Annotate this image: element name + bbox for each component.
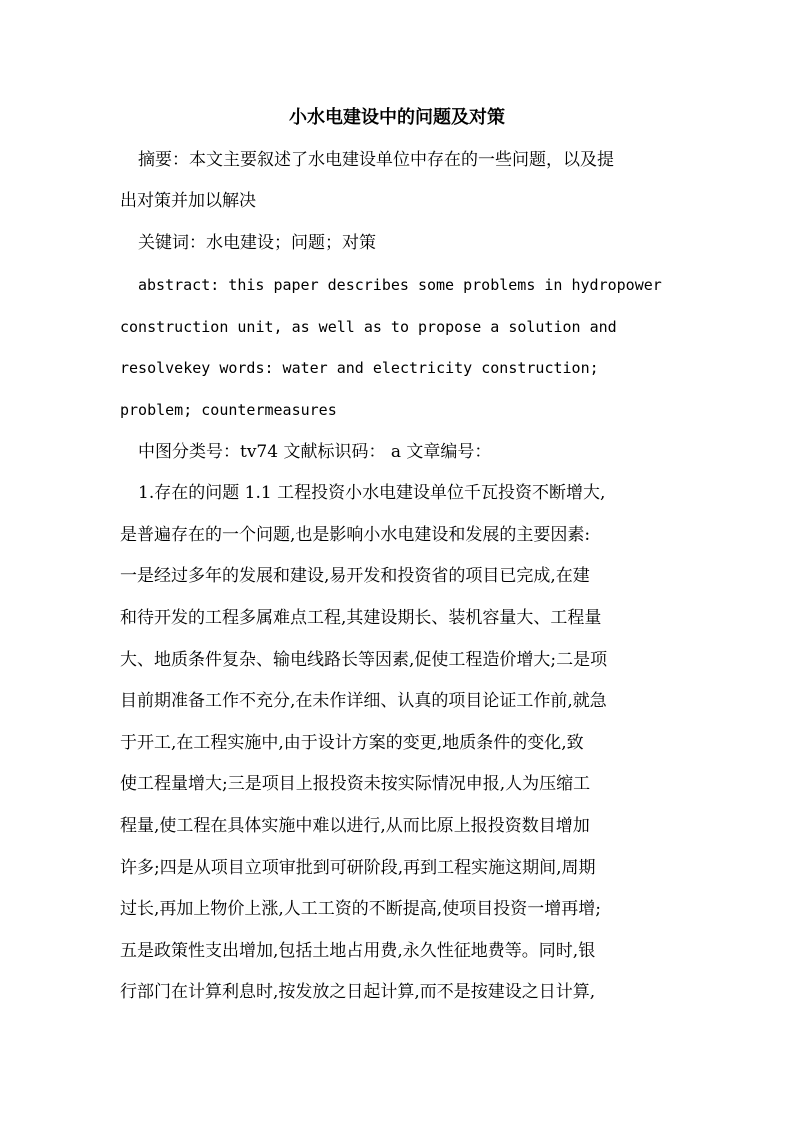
body-line-1: 1.存在的问题 1.1 工程投资小水电建设单位千瓦投资不断增大, bbox=[138, 483, 606, 503]
body-line-5: 大、地质条件复杂、输电线路长等因素,促使工程造价增大;二是项 bbox=[120, 650, 608, 670]
abstract-en-line-3: resolvekey words: water and electricity construction; bbox=[120, 359, 599, 377]
document-title: 小水电建设中的问题及对策 bbox=[289, 107, 505, 128]
abstract-en-line-4: problem; countermeasures bbox=[120, 401, 337, 419]
body-line-8: 使工程量增大;三是项目上报投资未按实际情况申报,人为压缩工 bbox=[120, 774, 591, 794]
abstract-en-line-2: construction unit, as well as to propose a solution and bbox=[120, 318, 617, 336]
classification-line: 中图分类号：tv74 文献标识码： a 文章编号： bbox=[138, 442, 492, 462]
abstract-en-line-1: abstract: this paper describes some problems in hydropower bbox=[138, 276, 662, 294]
body-line-7: 于开工,在工程实施中,由于设计方案的变更,地质条件的变化,致 bbox=[120, 733, 584, 753]
body-line-2: 是普遍存在的一个问题,也是影响小水电建设和发展的主要因素: bbox=[120, 525, 591, 545]
body-line-6: 目前期准备工作不充分,在未作详细、认真的项目论证工作前,就急 bbox=[120, 691, 607, 711]
body-line-10: 许多;四是从项目立项审批到可研阶段,再到工程实施这期间,周期 bbox=[120, 858, 596, 878]
body-line-3: 一是经过多年的发展和建设,易开发和投资省的项目已完成,在建 bbox=[120, 566, 590, 586]
abstract-cn-line-1: 摘要：本文主要叙述了水电建设单位中存在的一些问题，以及提 bbox=[138, 150, 614, 170]
body-line-12: 五是政策性支出增加,包括土地占用费,永久性征地费等。同时,银 bbox=[120, 941, 596, 961]
abstract-cn-line-2: 出对策并加以解决 bbox=[120, 191, 256, 211]
body-line-4: 和待开发的工程多属难点工程,其建设期长、装机容量大、工程量 bbox=[120, 608, 602, 628]
body-line-13: 行部门在计算利息时,按发放之日起计算,而不是按建设之日计算, bbox=[120, 982, 596, 1002]
body-line-9: 程量,使工程在具体实施中难以进行,从而比原上报投资数目增加 bbox=[120, 816, 590, 836]
body-line-11: 过长,再加上物价上涨,人工工资的不断提高,使项目投资一增再增; bbox=[120, 899, 601, 919]
keywords-cn-line: 关键词：水电建设；问题；对策 bbox=[138, 233, 376, 253]
